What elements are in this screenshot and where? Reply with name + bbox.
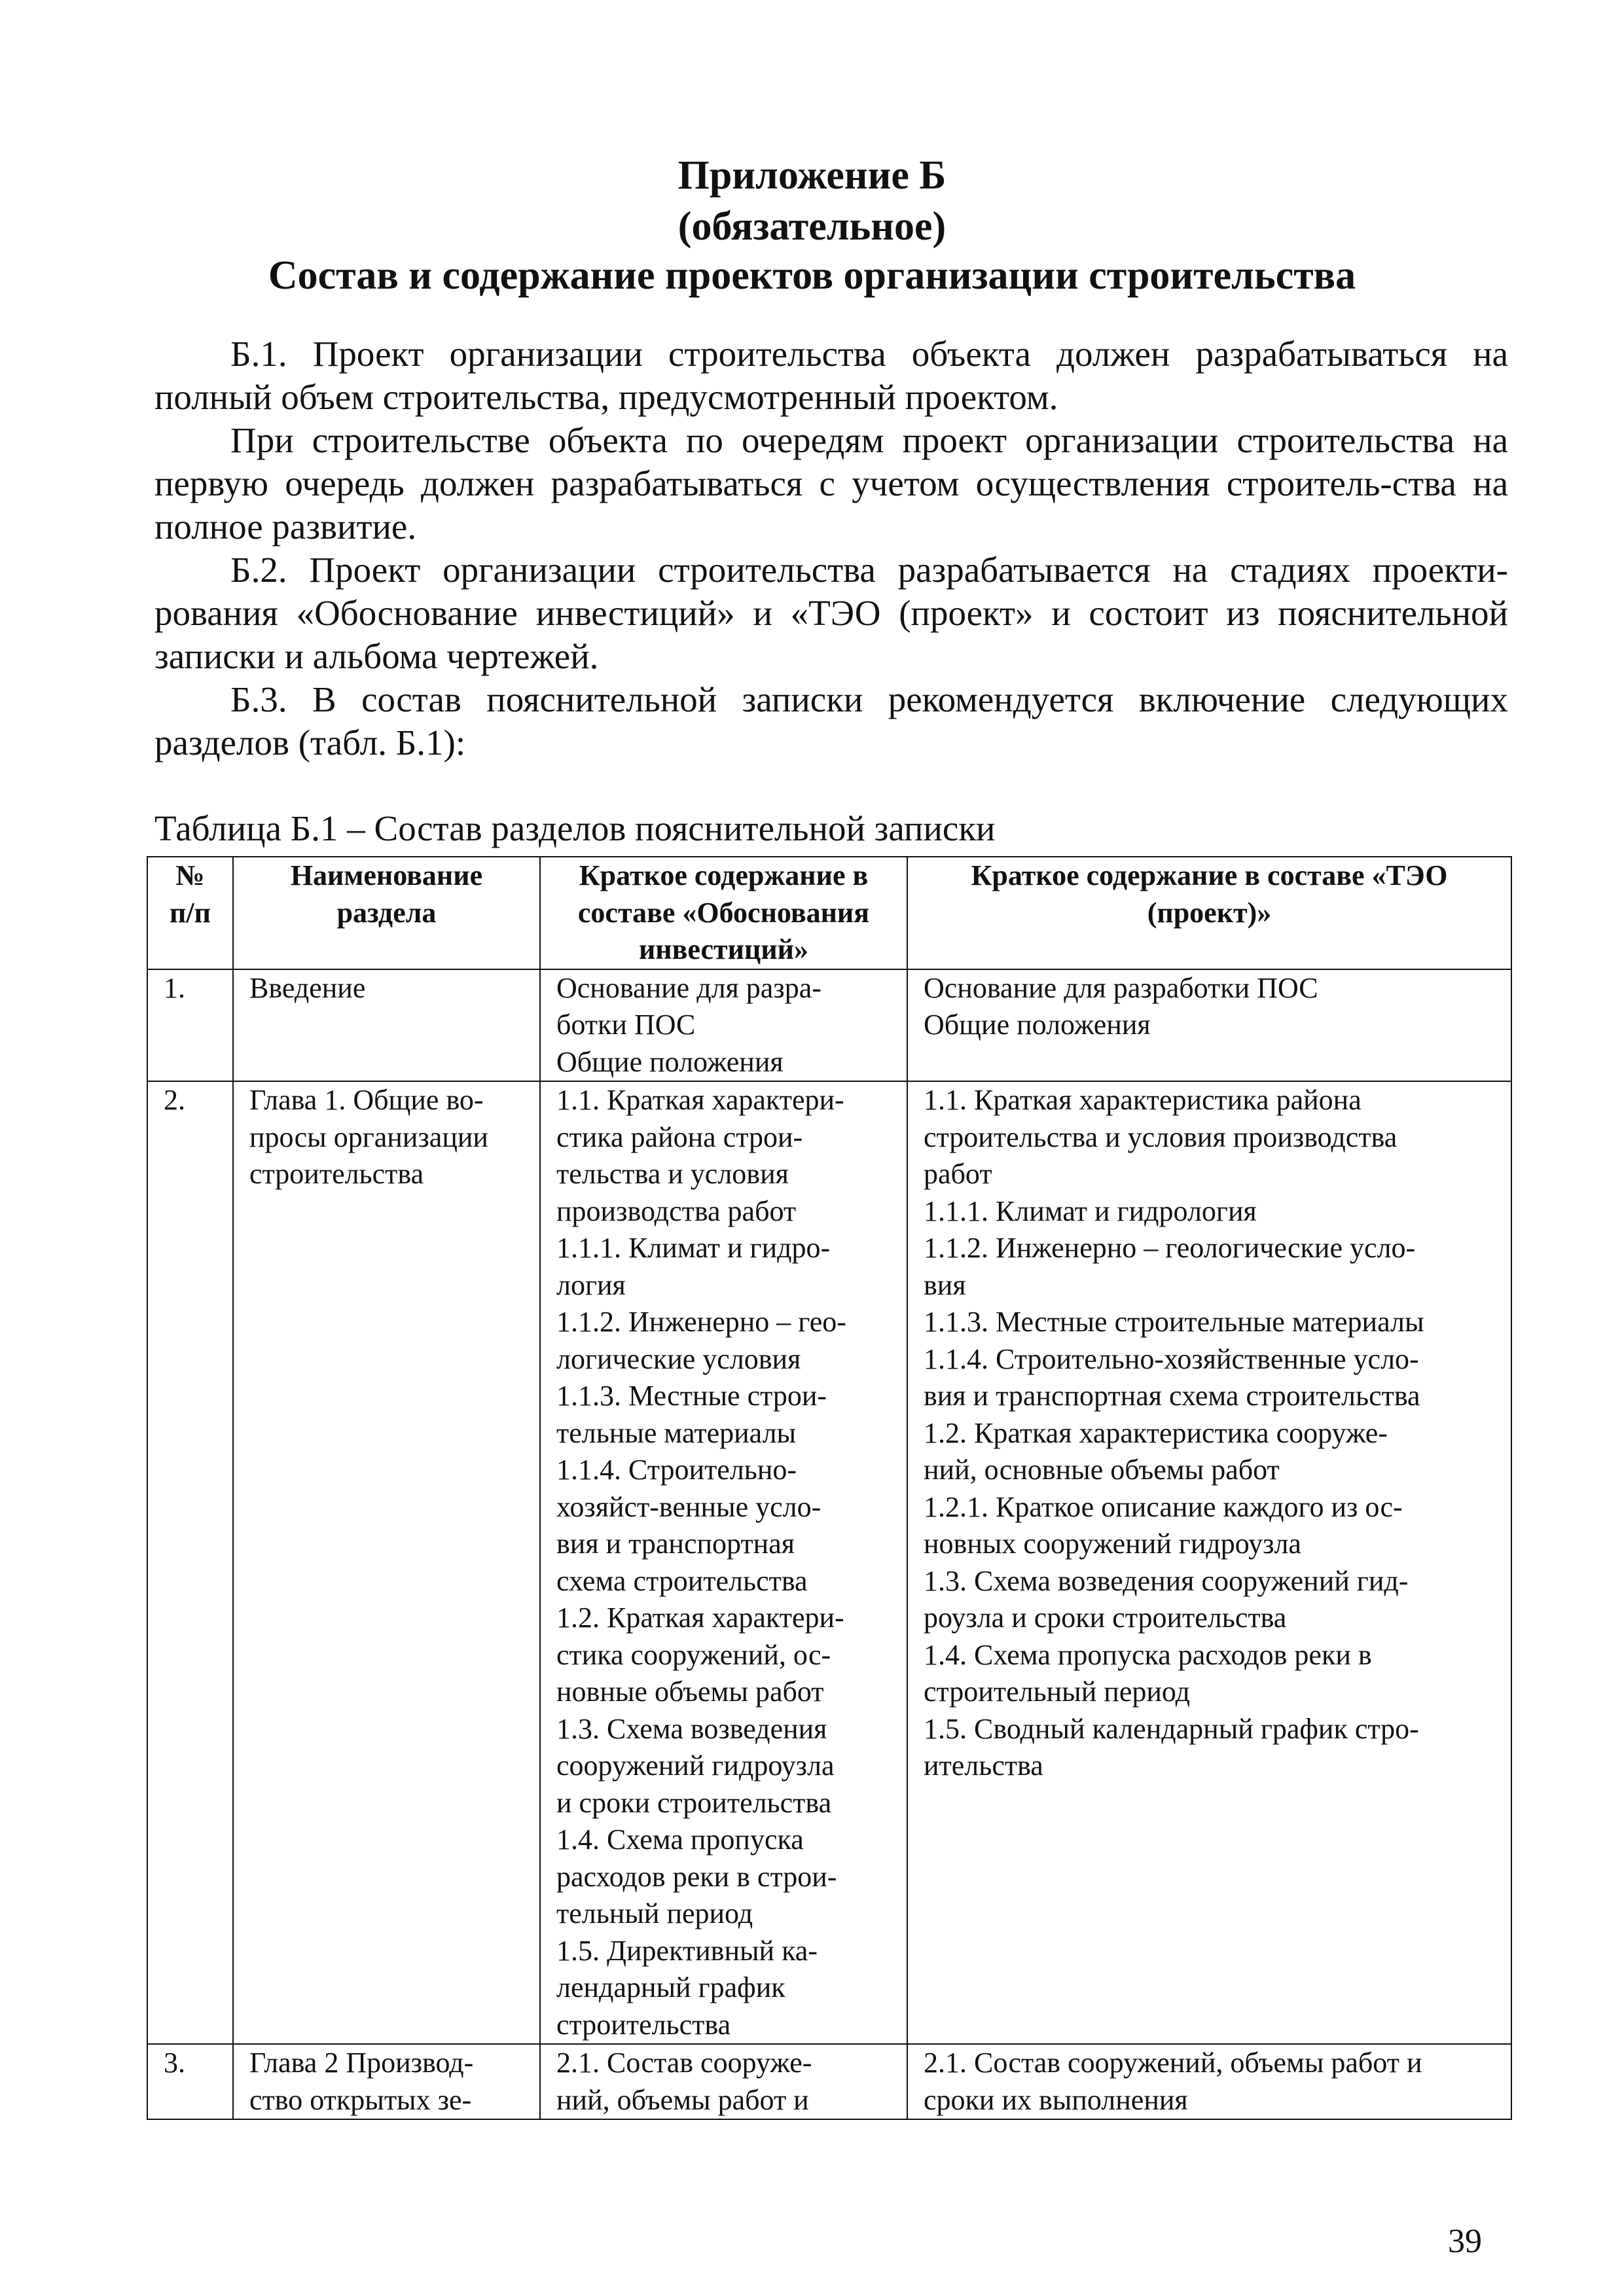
row-number: 2. [147,1081,233,2044]
row-justification-content: 2.1. Состав сооруже- ний, объемы работ и [540,2044,907,2119]
row-justification-content: Основание для разра- ботки ПОС Общие положения [540,969,907,1082]
header-justification-content: Краткое содержание в составе «Обоснования инвестиций» [540,857,907,969]
row-section-name: Глава 2 Производ- ство открытых зе- [233,2044,540,2119]
paragraph-b2: Б.2. Проект организации строительства разрабатывается на стадиях проекти-рования «Обоснование инвестиций» и «ТЭО (проект» и состоит из пояснительной записки и альбома чертежей. [154,550,1508,676]
table-row [147,1081,1511,2044]
table-row [147,969,1511,1082]
row-number: 1. [147,969,233,1082]
appendix-heading: Состав и содержание проектов организации строительства [268,253,1356,298]
table-caption: Таблица Б.1 – Состав разделов пояснительной записки [154,808,996,848]
sections-table [147,856,1512,2120]
paragraph-b1: Б.1. Проект организации строительства объекта должен разрабатываться на полный объем строительства, предусмотренный проектом. [154,334,1508,417]
table-header-row [147,857,1511,969]
table-row [147,2044,1511,2119]
row-section-name: Введение [233,969,540,1082]
row-feasibility-content: 2.1. Состав сооружений, объемы работ и сроки их выполнения [907,2044,1511,2119]
row-feasibility-content: 1.1. Краткая характеристика района строительства и условия производства работ 1.1.1. Климат и гидрология 1.1.2. Инженерно – геологические усло- вия 1.1.3. Местные строительные материалы 1.1.4. Строительно-хозяйственные усло- вия и транспортная схема строительства 1.2. Краткая характеристика сооруже- ний, основные объемы работ 1.2.1. Краткое описание каждого из ос- новных сооружений гидроузла 1.3. Схема возведения сооружений гид- роузла и сроки строительства 1.4. Схема пропуска расходов реки в строительный период 1.5. Сводный календарный график стро- ительства [907,1081,1511,2044]
header-number: № п/п [147,857,233,969]
row-section-name: Глава 1. Общие во- просы организации строительства [233,1081,540,2044]
paragraph-b3: Б.3. В состав пояснительной записки рекомендуется включение следующих разделов (табл. Б.1): [154,679,1508,762]
page-number: 39 [1448,2223,1482,2260]
row-justification-content: 1.1. Краткая характери- стика района строи- тельства и условия производства работ 1.1.1. Климат и гидро- логия 1.1.2. Инженерно – гео- логические условия 1.1.3. Местные строи- тельные материалы 1.1.4. Строительно- хозяйст-венные усло- вия и транспортная схема строительства 1.2. Краткая характери- стика сооружений, ос- новные объемы работ 1.3. Схема возведения сооружений гидроузла и сроки строительства 1.4. Схема пропуска расходов реки в строи- тельный период 1.5. Директивный ка- лендарный график строительства [540,1081,907,2044]
row-number: 3. [147,2044,233,2119]
header-feasibility-content: Краткое содержание в составе «ТЭО (проект)» [907,857,1511,969]
appendix-status: (обязательное) [677,204,947,249]
appendix-title: Приложение Б [677,153,947,198]
paragraph-stages: При строительстве объекта по очередям проект организации строительства на первую очередь должен разрабатываться с учетом осуществления строитель-ства на полное развитие. [154,420,1508,547]
header-section-name: Наименование раздела [233,857,540,969]
row-feasibility-content: Основание для разработки ПОС Общие положения [907,969,1511,1082]
